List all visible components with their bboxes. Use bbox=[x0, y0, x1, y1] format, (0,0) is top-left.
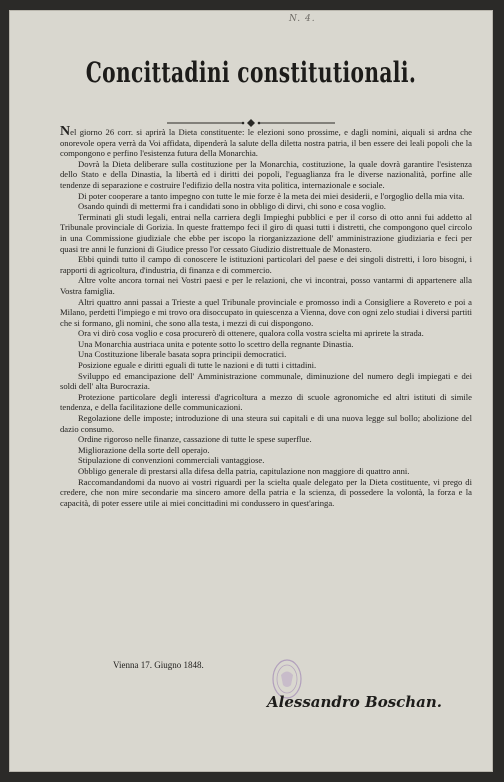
paragraph: Osando quindi di mettermi fra i candidati sono in obbligo di dirvi, chi sono e cosa voglio. bbox=[78, 201, 386, 212]
paragraph: Di poter cooperare a tanto impegno con tutte le mie forze è la meta dei miei desiderii, e l'orgoglio della mia vita. bbox=[78, 190, 465, 201]
proclamation-text bbox=[60, 124, 472, 508]
paragraph: Altre volte ancora tornai nei Vostri paesi e per le relazioni, che vi incontrai, posso vantarmi di appartenere alla Vostra famiglia. bbox=[60, 275, 472, 296]
paragraph: Ora vi dirò cosa voglio e cosa procurerò di ottenere, qualora colla vostra scielta mi aprirete la strada. bbox=[78, 328, 424, 339]
paragraph: Stipulazione di convenzioni commerciali vantaggiose. bbox=[78, 455, 265, 466]
paragraph: Una Costituzione liberale basata sopra principii democratici. bbox=[78, 349, 287, 360]
paragraph: Nel giorno 26 corr. si aprirà la Dieta constituente: le elezioni sono prossime, e dagli nomini, aiquali si ardna che onorevole opera verrà da Voi affidata, dipenderà la salute della diletta nostra patria, il ben essere dei leali popoli che la compongono e perfino l'esistenza futura della Monarchia. bbox=[60, 124, 472, 159]
signature: Alessandro Boschan. bbox=[267, 693, 443, 711]
handwritten-note: N. 4. bbox=[289, 14, 316, 24]
paragraph: Protezione particolare degli interessi d'agricoltura a mezzo di scuole agronomiche ed altri istituti di simile tendenza, e della facilitazione delle communicazioni. bbox=[60, 391, 472, 413]
paragraph: Sviluppo ed emancipazione dell' Amministrazione communale, diminuzione del numero degli impiegati e dei soldi dell' alta Burocrazia. bbox=[60, 370, 472, 392]
paragraph: Terminati gli studi legali, entrai nella carriera degli Impieghi pubblici e per il corso di otto anni fui addetto al Tribunale provinciale di Gorizia. In queste frattempo feci il giro di quasi tutti i distretti, che compongono quel circolo in una Commissione giudiziale che ebbe per iscopo la riorganizzazione dell' amministrazione giudiziaria e feci per quasi tre anni le funzioni di Giudice presso l'or cessato Giudizio distrettuale de Monastero. bbox=[60, 211, 472, 254]
paragraph: Raccomandandomi da nuovo ai vostri riguardi per la scielta quale delegato per la Dieta costituente, vi prego di credere, che non mire secondarie ma sincero amore della patria e la scienza, di possedere la volontà, la forza e la capacità, di poter essere utile ai miei concittadini mi condussero in quest'aringa. bbox=[60, 476, 472, 508]
paragraph: Altri quattro anni passai a Trieste a quel Tribunale provinciale e promosso indi a Consigliere a Rovereto e poi a Milano, perdetti l'impiego e mi trovo ora disoccupato in quiescenza a Vienna, dove con ogni zelo studiai i diversi partiti che si formano, gli nomini, che sono alla testa, i mezzi di cui dispongono. bbox=[60, 296, 472, 328]
page-title: Concittadini constitutionali. bbox=[85, 56, 417, 89]
initial-letter: N bbox=[60, 124, 71, 139]
paragraph: Regolazione delle imposte; introduzione di una steura sui capitali e di una nuova legge sul bollo; abolizione del dazio consumo. bbox=[60, 413, 472, 434]
paragraph: Ordine rigoroso nelle finanze, cassazione di tutte le spese superflue. bbox=[78, 434, 312, 445]
paragraph: Una Monarchia austriaca unita e potente sotto lo scettro della regnante Dinastia. bbox=[78, 338, 354, 349]
paragraph: Migliorazione della sorte dell operajo. bbox=[78, 444, 210, 455]
paragraph: Ebbi quindi tutto il campo di conoscere le istituzioni particolari del paese e dei singoli distretti, i loro bisogni, i rapporti di agricoltura, d'industria, di finanza e di commercio. bbox=[60, 254, 472, 275]
date-line: Vienna 17. Giugno 1848. bbox=[113, 660, 204, 670]
poster-sheet bbox=[9, 10, 493, 772]
paragraph: Dovrà la Dieta deliberare sulla costituzione per la Monarchia, costituzione, la quale dovrà garantire l'esistenza dello Stato e della Dinastia, la libertà ed i diritti dei popoli, l'eguaglianza fra le diverse nazionalità, porfine alle tendenze di separazione e costruire l'edifizio della nostra vita politica, internazionale e sociale. bbox=[60, 158, 472, 190]
paragraph: Posizione eguale e diritti eguali di tutte le nazioni e di tutti i cittadini. bbox=[78, 360, 317, 371]
paragraph: Obbligo generale di prestarsi alla difesa della patria, capitulazione non maggiore di quattro anni. bbox=[78, 466, 410, 476]
